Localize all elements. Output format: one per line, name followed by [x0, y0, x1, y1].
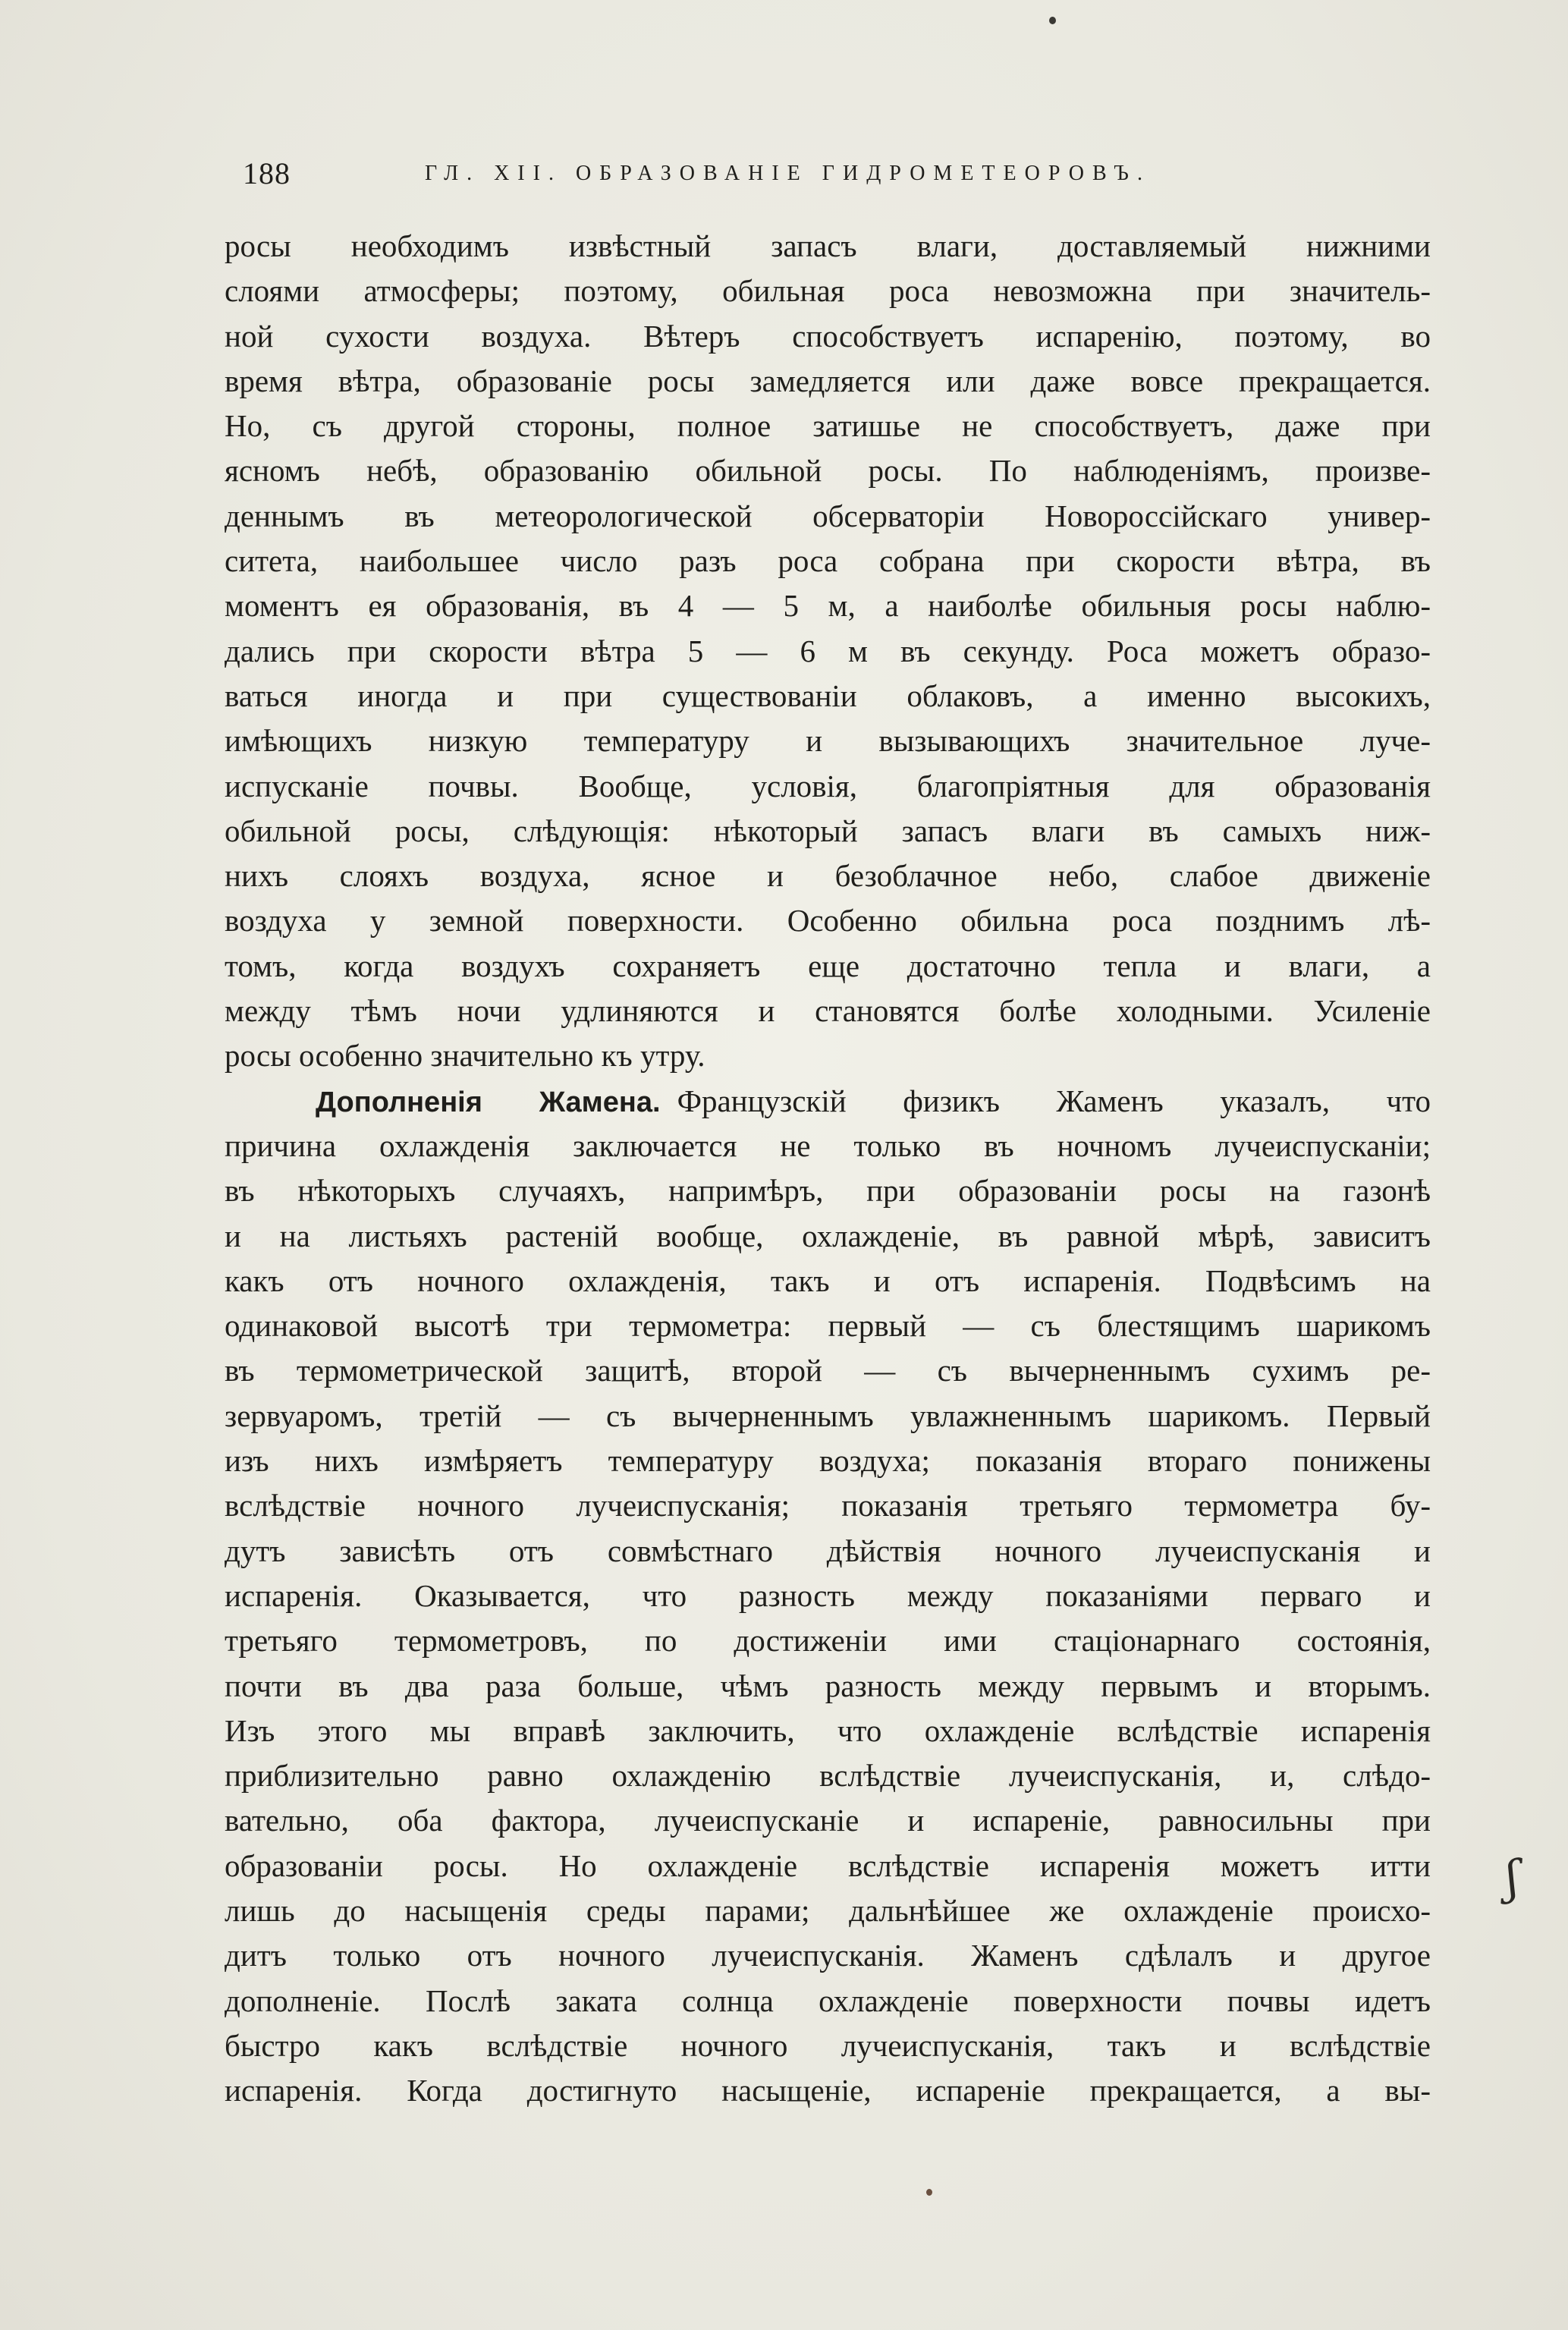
- text-line: дополненіе. Послѣ заката солнца охлажденіе поверхности почвы идетъ: [225, 1983, 1431, 2018]
- text-line: изъ нихъ измѣряетъ температуру воздуха; показанія втораго понижены: [225, 1443, 1431, 1479]
- text-line-first-rest: Французскій физикъ Жаменъ указалъ, что: [677, 1083, 1431, 1118]
- text-line: воздуха у земной поверхности. Особенно обильна роса позднимъ лѣ-: [225, 903, 1431, 939]
- text-line: почти въ два раза больше, чѣмъ разность между первымъ и вторымъ.: [225, 1668, 1431, 1703]
- running-head: ГЛ. XII. ОБРАЗОВАНІЕ ГИДРОМЕТЕОРОВЪ.: [425, 162, 1151, 185]
- text-line: Изъ этого мы вправѣ заключить, что охлажденіе вслѣдствіе испаренія: [225, 1712, 1431, 1748]
- text-line: Но, съ другой стороны, полное затишье не способствуетъ, даже при: [225, 408, 1431, 444]
- text-line: ситета, наибольшее число разъ роса собрана при скорости вѣтра, въ: [225, 543, 1431, 579]
- text-line: дитъ только отъ ночного лучеиспусканія. Жаменъ сдѣлалъ и другое: [225, 1938, 1431, 1973]
- text-line: моментъ ея образованія, въ 4 — 5 м, а наиболѣе обильныя росы наблю-: [225, 588, 1431, 624]
- text-line: испаренія. Когда достигнуто насыщеніе, испареніе прекращается, а вы-: [225, 2073, 1431, 2108]
- text-line: деннымъ въ метеорологической обсерваторіи Новороссійскаго универ-: [225, 498, 1431, 533]
- text-line: имѣющихъ низкую температуру и вызывающихъ значительное луче-: [225, 723, 1431, 759]
- text-line: ной сухости воздуха. Вѣтеръ способствуетъ испаренію, поэтому, во: [225, 318, 1431, 354]
- text-line: время вѣтра, образованіе росы замедляется или даже вовсе прекращается.: [225, 363, 1431, 398]
- text-line: третьяго термометровъ, по достиженіи ими стаціонарнаго состоянія,: [225, 1623, 1431, 1659]
- text-line: вслѣдствіе ночного лучеиспусканія; показанія третьяго термометра бу-: [225, 1488, 1431, 1523]
- text-line: приблизительно равно охлажденію вслѣдствіе лучеиспусканія, и, слѣдо-: [225, 1758, 1431, 1794]
- text-line: образованіи росы. Но охлажденіе вслѣдствіе испаренія можетъ итти: [225, 1847, 1431, 1883]
- text-line: быстро какъ вслѣдствіе ночного лучеиспусканія, такъ и вслѣдствіе: [225, 2027, 1431, 2063]
- text-line: росы особенно значительно къ утру.: [225, 1038, 705, 1074]
- text-line: вательно, оба фактора, лучеиспусканіе и испареніе, равносильны при: [225, 1803, 1431, 1838]
- text-line: ясномъ небѣ, образованію обильной росы. По наблюденіямъ, произве-: [225, 453, 1431, 489]
- text-line: какъ отъ ночного охлажденія, такъ и отъ испаренія. Подвѣсимъ на: [225, 1262, 1431, 1298]
- text-line: одинаковой высотѣ три термометра: первый — съ блестящимъ шарикомъ: [225, 1308, 1431, 1344]
- text-line: испаренія. Оказывается, что разность между показаніями перваго и: [225, 1577, 1431, 1613]
- text-line: дались при скорости вѣтра 5 — 6 м въ секунду. Роса можетъ образо-: [225, 633, 1431, 668]
- section-run-in-heading: Дополненія Жамена.: [316, 1086, 661, 1118]
- text-line: росы необходимъ извѣстный запасъ влаги, доставляемый нижними: [225, 228, 1431, 263]
- text-line-first: [225, 1079, 1431, 1124]
- text-line: слоями атмосферы; поэтому, обильная роса невозможна при значитель-: [225, 273, 1431, 309]
- text-line: испусканіе почвы. Вообще, условія, благопріятныя для образованія: [225, 768, 1431, 803]
- page-header: [243, 156, 1236, 201]
- text-line: въ термометрической защитѣ, второй — съ вычерненнымъ сухимъ ре-: [225, 1353, 1431, 1388]
- page-number: 188: [243, 156, 291, 190]
- ink-speck-top: [1049, 17, 1056, 24]
- text-line: лишь до насыщенія среды парами; дальнѣйшее же охлажденіе происхо-: [225, 1892, 1431, 1928]
- margin-pencil-mark: ʃ: [1502, 1850, 1522, 1905]
- paragraph-dew-conditions: [225, 224, 1431, 1079]
- text-line: дутъ зависѣть отъ совмѣстнаго дѣйствія ночного лучеиспусканія и: [225, 1533, 1431, 1568]
- text-line: ваться иногда и при существованіи облаковъ, а именно высокихъ,: [225, 678, 1431, 713]
- text-line: и на листьяхъ растеній вообще, охлажденіе, въ равной мѣрѣ, зависитъ: [225, 1218, 1431, 1253]
- text-line: зервуаромъ, третій — съ вычерненнымъ увлажненнымъ шарикомъ. Первый: [225, 1398, 1431, 1433]
- paragraph-jamin-additions: [225, 1079, 1431, 2114]
- text-line: нихъ слояхъ воздуха, ясное и безоблачное небо, слабое движеніе: [225, 858, 1431, 894]
- ink-speck-bottom: [926, 2189, 932, 2196]
- text-line: между тѣмъ ночи удлиняются и становятся болѣе холодными. Усиленіе: [225, 993, 1431, 1029]
- text-line: причина охлажденія заключается не только въ ночномъ лучеиспусканіи;: [225, 1127, 1431, 1163]
- text-line: въ нѣкоторыхъ случаяхъ, напримѣръ, при образованіи росы на газонѣ: [225, 1173, 1431, 1209]
- text-line: обильной росы, слѣдующія: нѣкоторый запасъ влаги въ самыхъ ниж-: [225, 813, 1431, 848]
- text-line: томъ, когда воздухъ сохраняетъ еще достаточно тепла и влаги, а: [225, 948, 1431, 983]
- body-text: [225, 224, 1431, 2113]
